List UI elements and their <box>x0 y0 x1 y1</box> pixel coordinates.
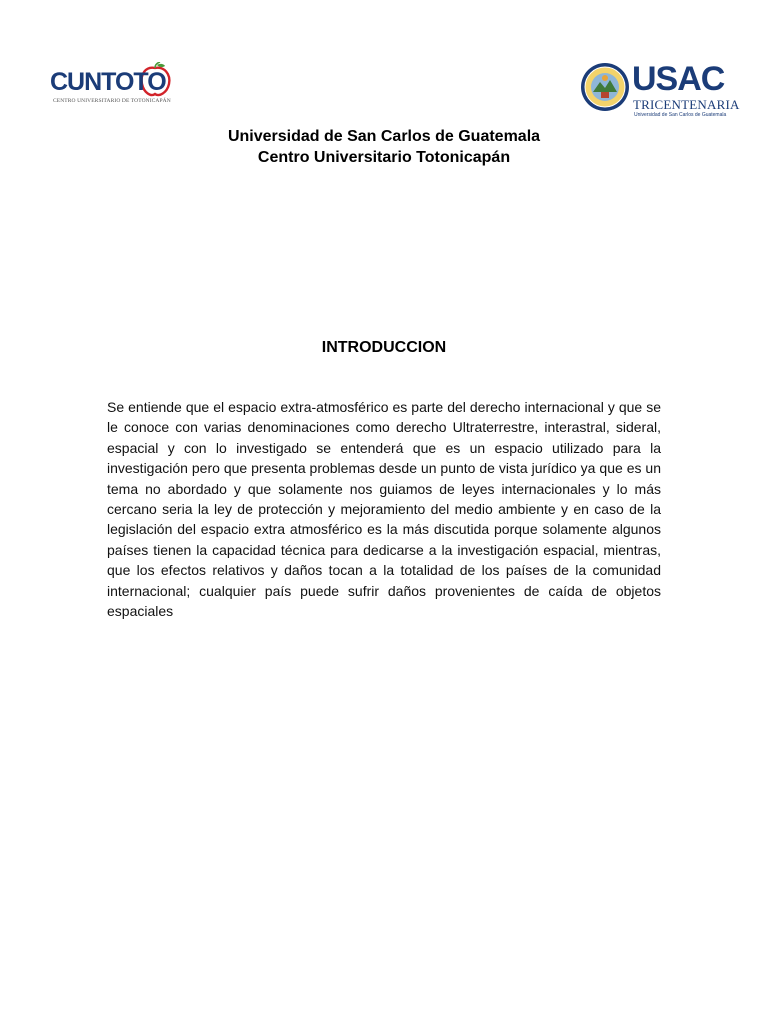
section-title: INTRODUCCION <box>321 339 447 356</box>
usac-logo <box>580 60 740 124</box>
university-seal-icon <box>580 62 630 112</box>
cuntoto-wordmark: CUNTOTO <box>50 68 166 96</box>
university-name: Universidad de San Carlos de Guatemala <box>227 128 541 145</box>
cuntoto-tagline: CENTRO UNIVERSITARIO DE TOTONICAPÁN <box>53 98 171 104</box>
campus-name: Centro Universitario Totonicapán <box>257 149 511 166</box>
introduction-paragraph: Se entiende que el espacio extra-atmosférico es parte del derecho internacional y que se le conoce con varias denominaciones como derecho Ultraterrestre, interastral, sideral, espacial y con lo investigado se entenderá que es un espacio utilizado para la investigación pero que presenta problemas desde un punto de vista jurídico ya que es un tema no abordado y que solamente nos guiamos de leyes internacionales y lo más cercano seria la ley de protección y mejoramiento del medio ambiente y en caso de la legislación del espacio extra atmosférico es la más discutida porque solamente algunos países tienen la capacidad técnica para dedicarse a la investigación espacial, mientras, que los efectos relativos y daños tocan a la totalidad de los países de la comunidad internacional; cualquier país puede sufrir daños provenientes de caída de objetos espaciales <box>107 399 661 620</box>
usac-wordmark: USAC <box>632 60 725 98</box>
usac-subtitle: Universidad de San Carlos de Guatemala <box>634 112 727 118</box>
cuntoto-logo <box>50 62 172 112</box>
usac-tricentenaria: TRICENTENARIA <box>633 97 740 112</box>
